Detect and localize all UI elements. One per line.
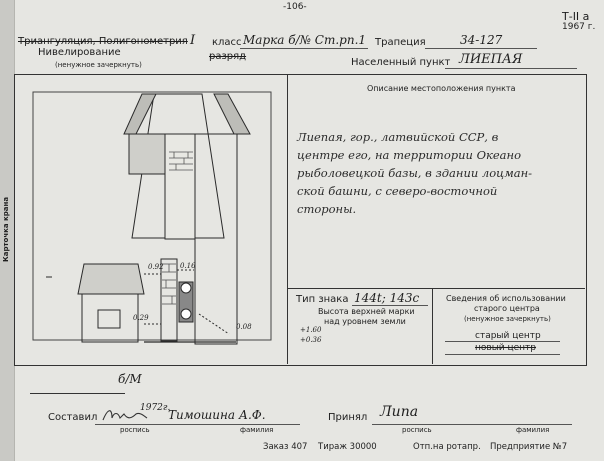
usage-note: (ненужное зачеркнуть) bbox=[464, 315, 551, 323]
usage-underline-1 bbox=[445, 341, 560, 342]
height-upper: +1.60 bbox=[300, 326, 322, 334]
description-title: Описание местоположения пункта bbox=[367, 84, 516, 93]
settlement-value: ЛИЕПАЯ bbox=[459, 52, 523, 67]
description-line: рыболовецкой базы, в здании лоцман- bbox=[297, 166, 533, 180]
lower-split bbox=[432, 288, 433, 364]
settlement-label: Населенный пункт bbox=[351, 57, 451, 68]
mark-type-label: Тип знака bbox=[296, 294, 349, 305]
side-label: Карточка крана bbox=[2, 196, 10, 262]
signature-caption-2: роспись bbox=[402, 426, 432, 434]
location-sketch bbox=[14, 74, 287, 364]
type-note: (ненужное зачеркнуть) bbox=[55, 61, 142, 69]
surname-caption-2: фамилия bbox=[516, 426, 550, 434]
usage-option-1: старый центр bbox=[475, 331, 541, 341]
scale-line bbox=[30, 393, 125, 394]
description-line: ской башни, с северо-восточной bbox=[297, 184, 498, 198]
dim-2: 0.16 bbox=[180, 262, 196, 270]
compiler-underline bbox=[95, 424, 300, 425]
description-line: Лиепая, гор., латвийской ССР, в bbox=[297, 130, 499, 144]
year: 1972г. bbox=[140, 403, 171, 413]
mark-value: Марка б/№ Ст.рп.1 bbox=[243, 33, 367, 47]
order: Заказ 407 bbox=[263, 442, 308, 452]
surname-caption-1: фамилия bbox=[240, 426, 274, 434]
mark-type-value: 144t; 143c bbox=[354, 291, 420, 305]
class-value: I bbox=[190, 33, 196, 48]
type-option-selected: Нивелирование bbox=[38, 47, 121, 58]
print-note: Отп.на ротапр. bbox=[413, 442, 481, 452]
height-lower: +0.36 bbox=[300, 336, 322, 344]
signature-caption-1: роспись bbox=[120, 426, 150, 434]
height-label-2: над уровнем земли bbox=[324, 317, 406, 326]
trapezium-value: 34-127 bbox=[460, 33, 503, 47]
mark-underline bbox=[240, 48, 368, 49]
accepter-underline bbox=[372, 424, 572, 425]
trapezium-label: Трапеция bbox=[375, 37, 426, 48]
accepter-name: Липа bbox=[380, 404, 419, 420]
dim-1: 0.92 bbox=[148, 263, 164, 271]
usage-underline-2 bbox=[445, 354, 560, 355]
frame-divider bbox=[287, 75, 288, 364]
class-label: класс bbox=[212, 37, 242, 48]
compiled-label: Составил bbox=[48, 412, 98, 423]
compiler-signature bbox=[100, 406, 150, 424]
dim-4: 0.08 bbox=[236, 323, 252, 331]
type-option-struck: Триангуляция, Полигонометрия bbox=[18, 36, 188, 47]
compiler-name: Тимошина А.Ф. bbox=[168, 408, 266, 422]
description-text bbox=[297, 128, 577, 218]
description-line: стороны. bbox=[297, 202, 357, 216]
scale-label: б/М bbox=[118, 372, 142, 386]
form-year: 1967 г. bbox=[562, 22, 596, 32]
form-code: Т-II а bbox=[562, 10, 590, 23]
page-number: -106- bbox=[283, 2, 307, 12]
dim-3: 0.29 bbox=[133, 314, 149, 322]
trapezium-underline bbox=[425, 48, 537, 49]
settlement-underline bbox=[445, 68, 577, 69]
mark-type-underline bbox=[352, 305, 428, 306]
circulation: Тираж 30000 bbox=[318, 442, 377, 452]
accepted-label: Принял bbox=[328, 412, 368, 423]
rank-label: разряд bbox=[209, 51, 247, 62]
description-line: центре его, на территории Океано bbox=[297, 148, 522, 162]
usage-option-2: новый центр bbox=[475, 343, 537, 353]
height-label-1: Высота верхней марки bbox=[318, 307, 415, 316]
usage-title-1: Сведения об использовании bbox=[446, 294, 566, 303]
lower-divider bbox=[288, 288, 585, 289]
usage-title-2: старого центра bbox=[474, 304, 540, 313]
enterprise: Предприятие №7 bbox=[490, 442, 568, 452]
